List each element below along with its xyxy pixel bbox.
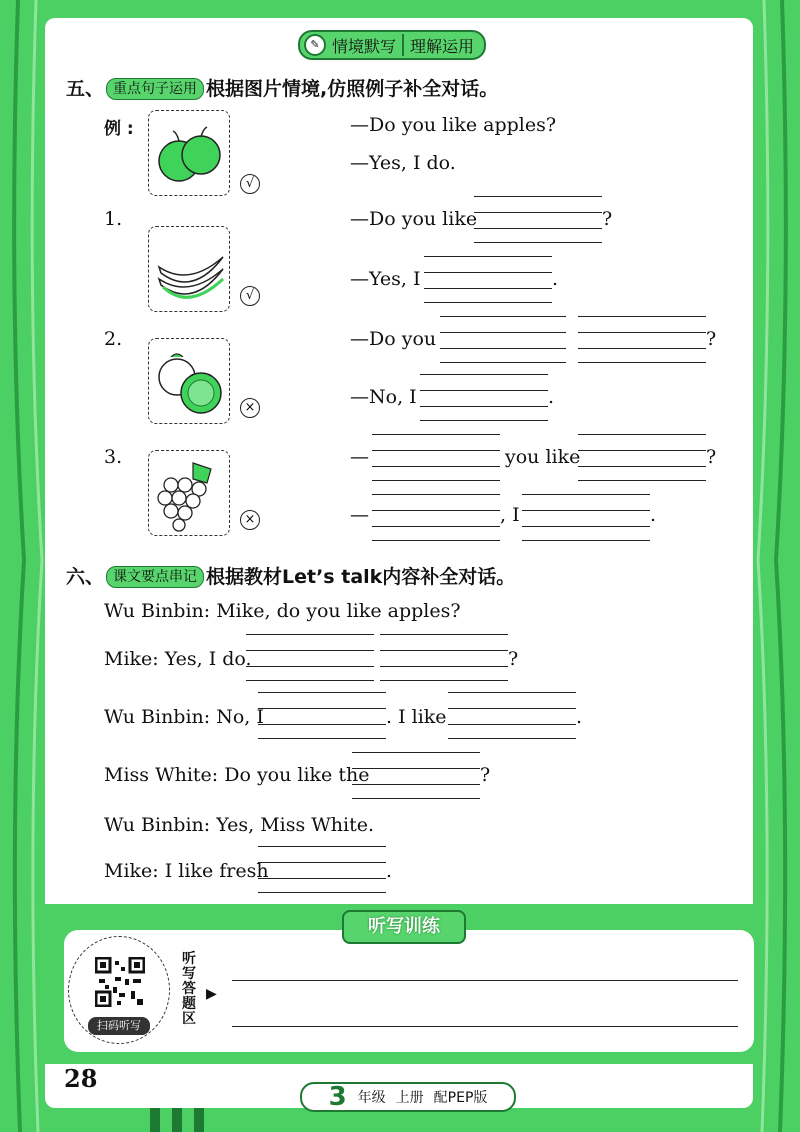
writing-line[interactable] <box>424 288 552 289</box>
page-number: 28 <box>64 1064 98 1093</box>
writing-line[interactable] <box>420 420 548 421</box>
period: . <box>552 268 559 290</box>
writing-line[interactable] <box>448 738 576 739</box>
bananas-picture <box>148 226 230 312</box>
writing-line[interactable] <box>440 362 566 363</box>
item3-question-mid: you like <box>505 446 581 468</box>
writing-line[interactable] <box>440 316 566 317</box>
dialogue-line-5: Wu Binbin: Yes, Miss White. <box>104 814 375 836</box>
dialogue-line-3: Wu Binbin: No, I <box>104 706 264 728</box>
writing-line[interactable] <box>258 846 386 847</box>
writing-line[interactable] <box>474 196 602 197</box>
period: . <box>548 386 555 408</box>
writing-line[interactable] <box>522 526 650 527</box>
writing-line[interactable] <box>258 738 386 739</box>
apple-icon <box>149 111 229 195</box>
grapes-icon <box>149 451 229 535</box>
writing-line[interactable] <box>440 348 566 349</box>
example-label: 例 : <box>104 119 134 139</box>
writing-line[interactable] <box>372 494 500 495</box>
writing-line[interactable] <box>246 650 374 651</box>
writing-line[interactable] <box>578 466 706 467</box>
writing-line[interactable] <box>372 450 500 451</box>
writing-line[interactable] <box>380 634 508 635</box>
writing-line[interactable] <box>578 332 706 333</box>
writing-line[interactable] <box>578 348 706 349</box>
writing-line[interactable] <box>578 450 706 451</box>
writing-line[interactable] <box>372 540 500 541</box>
writing-line[interactable] <box>522 540 650 541</box>
question-mark: ? <box>508 648 519 670</box>
writing-line[interactable] <box>372 466 500 467</box>
writing-line[interactable] <box>258 708 386 709</box>
item1-number: 1. <box>104 208 123 230</box>
writing-line[interactable] <box>474 242 602 243</box>
section6-instruction: 根据教材Let’s talk内容补全对话。 <box>206 566 516 588</box>
dictation-line[interactable] <box>232 980 738 981</box>
pen-icon: ✎ <box>304 34 326 56</box>
dialogue-line-6: Mike: I like fresh <box>104 860 269 882</box>
item3-answer-dash: — <box>350 504 369 526</box>
writing-line[interactable] <box>246 680 374 681</box>
writing-line[interactable] <box>258 724 386 725</box>
writing-line[interactable] <box>258 878 386 879</box>
writing-line[interactable] <box>372 510 500 511</box>
dialogue-line-1: Wu Binbin: Mike, do you like apples? <box>104 600 461 622</box>
oranges-picture <box>148 338 230 424</box>
section5-number: 五、 <box>66 78 105 100</box>
edition-label: 配PEP版 <box>433 1090 488 1106</box>
writing-line[interactable] <box>424 302 552 303</box>
writing-line[interactable] <box>380 680 508 681</box>
dictation-title: 听写训练 <box>342 910 466 944</box>
writing-line[interactable] <box>424 272 552 273</box>
check-mark: √ <box>240 174 260 194</box>
divider <box>402 34 404 56</box>
writing-line[interactable] <box>352 768 480 769</box>
writing-line[interactable] <box>380 666 508 667</box>
writing-line[interactable] <box>522 510 650 511</box>
item3-number: 3. <box>104 446 123 468</box>
writing-line[interactable] <box>420 390 548 391</box>
grade-label: 年级 <box>357 1090 386 1106</box>
qr-code-icon[interactable] <box>95 957 145 1007</box>
scan-label[interactable]: 扫码听写 <box>88 1017 150 1035</box>
section5-title <box>66 74 498 101</box>
footer-badge <box>300 1082 516 1112</box>
writing-line[interactable] <box>246 666 374 667</box>
item1-answer: —Yes, I <box>350 268 421 290</box>
header-left: 情境默写 <box>332 36 397 56</box>
writing-line[interactable] <box>448 724 576 725</box>
writing-line[interactable] <box>420 406 548 407</box>
writing-line[interactable] <box>372 434 500 435</box>
writing-line[interactable] <box>258 862 386 863</box>
writing-line[interactable] <box>522 494 650 495</box>
answer-area-label: 听写答题区 <box>182 951 196 1027</box>
section5-instruction: 根据图片情境,仿照例子补全对话。 <box>206 78 499 100</box>
question-mark: ? <box>706 328 717 350</box>
dialogue-line-3-mid: . I like <box>386 706 447 728</box>
question-mark: ? <box>480 764 491 786</box>
writing-line[interactable] <box>258 892 386 893</box>
cross-mark: × <box>240 398 260 418</box>
grade-number: 3 <box>328 1082 347 1112</box>
cross-mark: × <box>240 510 260 530</box>
banana-icon <box>149 227 229 311</box>
writing-line[interactable] <box>578 480 706 481</box>
item2-answer: —No, I <box>350 386 417 408</box>
period: . <box>576 706 583 728</box>
dialogue-line-4: Miss White: Do you like the <box>104 764 370 786</box>
period: . <box>650 504 657 526</box>
item1-question: —Do you like <box>350 208 478 230</box>
item3-answer-mid: , I <box>500 504 520 526</box>
writing-line[interactable] <box>352 798 480 799</box>
header-right: 理解运用 <box>410 36 475 56</box>
writing-line[interactable] <box>352 752 480 753</box>
example-question: —Do you like apples? <box>350 114 557 136</box>
item2-question: —Do you <box>350 328 437 350</box>
writing-line[interactable] <box>352 784 480 785</box>
writing-line[interactable] <box>474 228 602 229</box>
writing-line[interactable] <box>578 316 706 317</box>
term-label: 上册 <box>395 1090 424 1106</box>
section6-title <box>66 562 515 589</box>
writing-line[interactable] <box>448 708 576 709</box>
writing-line[interactable] <box>448 692 576 693</box>
writing-line[interactable] <box>380 650 508 651</box>
writing-line[interactable] <box>424 256 552 257</box>
orange-icon <box>149 339 229 423</box>
writing-line[interactable] <box>420 374 548 375</box>
period: . <box>386 860 393 882</box>
section5-tag: 重点句子运用 <box>106 78 204 100</box>
writing-line[interactable] <box>258 692 386 693</box>
check-mark: √ <box>240 286 260 306</box>
question-mark: ? <box>706 446 717 468</box>
section6-tag: 课文要点串记 <box>106 566 204 588</box>
section6-number: 六、 <box>66 566 105 588</box>
dialogue-line-2: Mike: Yes, I do. <box>104 648 252 670</box>
writing-line[interactable] <box>474 212 602 213</box>
writing-line[interactable] <box>440 332 566 333</box>
writing-line[interactable] <box>372 526 500 527</box>
writing-line[interactable] <box>578 434 706 435</box>
writing-line[interactable] <box>578 362 706 363</box>
item2-number: 2. <box>104 328 123 350</box>
item3-question-dash: — <box>350 446 369 468</box>
apples-picture <box>148 110 230 196</box>
example-answer: —Yes, I do. <box>350 152 456 174</box>
arrow-right-icon: ▶ <box>206 986 217 1002</box>
writing-line[interactable] <box>372 480 500 481</box>
question-mark: ? <box>602 208 613 230</box>
writing-line[interactable] <box>246 634 374 635</box>
header-tab <box>298 30 486 60</box>
dictation-line[interactable] <box>232 1026 738 1027</box>
grapes-picture <box>148 450 230 536</box>
